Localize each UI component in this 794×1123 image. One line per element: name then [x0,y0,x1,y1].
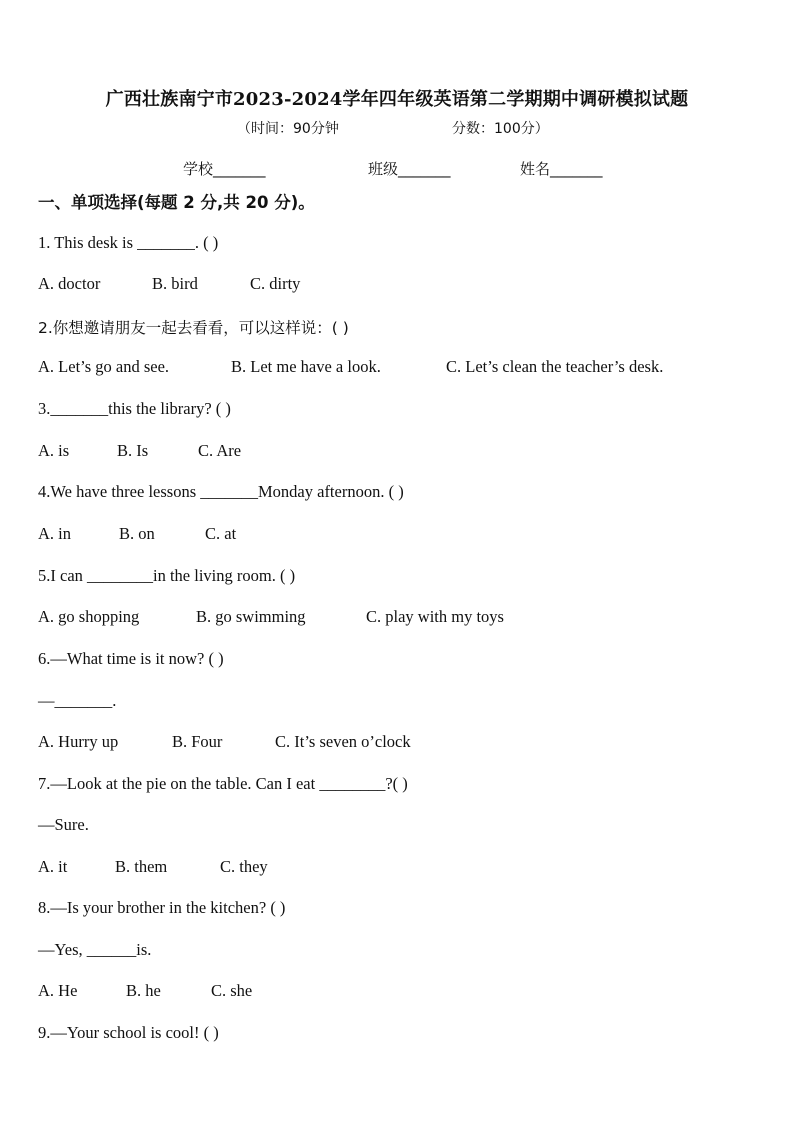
question-6-reply: —_______. [38,691,117,710]
option-c: C. It’s seven o’clock [275,732,411,751]
option-b: B. them [115,857,168,876]
option-b: B. bird [152,274,198,293]
option-b: B. Let me have a look. [231,357,381,376]
exam-title: 广西壮族南宁市2023-2024学年四年级英语第二学期期中调研模拟试题 [105,89,689,110]
option-c: C. she [211,981,253,1000]
question-2: 2.你想邀请朋友一起去看看，可以这样说：( ) [38,319,349,337]
option-c: C. play with my toys [366,607,504,626]
question-8-reply: —Yes, ______is. [38,940,152,959]
section-heading: 一、单项选择(每题 2 分,共 20 分)。 [38,193,315,212]
question-9: 9.—Your school is cool! ( ) [38,1023,219,1042]
option-c: C. they [220,857,268,876]
option-a: A. He [38,981,78,1000]
exam-time: （时间：90分钟 [237,121,339,137]
question-3: 3._______this the library? ( ) [38,399,231,418]
exam-meta [237,118,549,138]
option-a: A. in [38,524,71,543]
name-field: 姓名_______ [520,160,603,178]
question-7: 7.—Look at the pie on the table. Can I eat ________?( ) [38,774,408,793]
option-c: C. Are [198,441,242,460]
option-a: A. it [38,857,68,876]
option-a: A. doctor [38,274,101,293]
question-5: 5.I can ________in the living room. ( ) [38,566,296,585]
option-b: B. on [119,524,155,543]
question-8: 8.—Is your brother in the kitchen? ( ) [38,898,286,917]
question-7-reply: —Sure. [38,815,89,834]
option-a: A. Let’s go and see. [38,357,170,376]
option-c: C. dirty [250,274,301,293]
question-1: 1. This desk is _______. ( ) [38,233,219,252]
option-c: C. at [205,524,237,543]
exam-score: 分数：100分） [452,121,549,137]
option-b: B. he [126,981,161,1000]
class-field: 班级_______ [368,160,451,178]
option-a: A. go shopping [38,607,140,626]
option-c: C. Let’s clean the teacher’s desk. [446,357,664,376]
school-field: 学校_______ [183,160,266,178]
option-b: B. Four [172,732,223,751]
option-a: A. is [38,441,70,460]
option-b: B. Is [117,441,149,460]
option-a: A. Hurry up [38,732,119,751]
question-4: 4.We have three lessons _______Monday afternoon. ( ) [38,482,404,501]
question-6: 6.—What time is it now? ( ) [38,649,224,668]
option-b: B. go swimming [196,607,306,626]
